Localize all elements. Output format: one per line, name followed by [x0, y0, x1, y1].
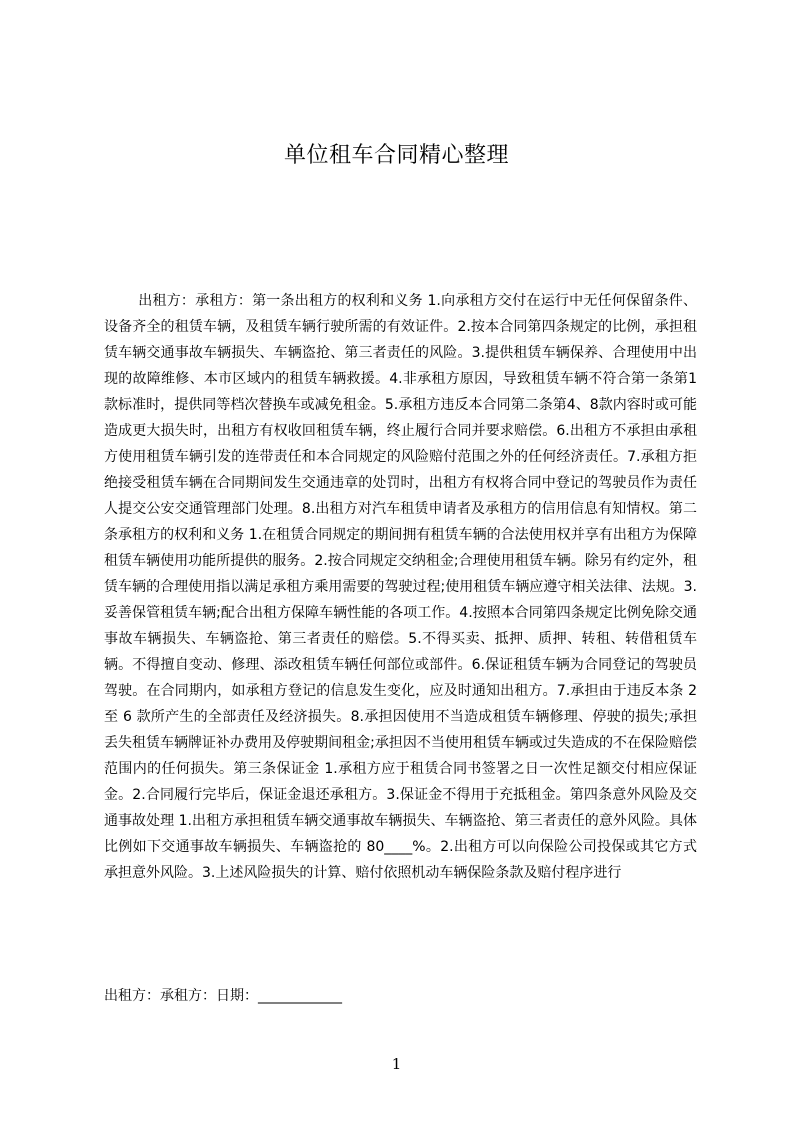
contract-body-text: 出租方：承租方：第一条出租方的权利和义务 1.向承租方交付在运行中无任何保留条件、设备齐全的租赁车辆，及租赁车辆行驶所需的有效证件。2.按本合同第四条规定的比例，承担租赁车辆交通事故车辆损失、车辆盗抢、第三者责任的风险。3.提供租赁车辆保养、合理使用中出现的故障维修、本市区域内的租赁车辆救援。4.非承租方原因，导致租赁车辆不符合第一条第1款标准时，提供同等档次替换车或减免租金。5.承租方违反本合同第二条第4、8款内容时或可能造成更大损失时，出租方有权收回租赁车辆，终止履行合同并要求赔偿。6.出租方不承担由承租方使用租赁车辆引发的连带责任和本合同规定的风险赔付范围之外的任何经济责任。7.承租方拒绝接受租赁车辆在合同期间发生交通违章的处罚时，出租方有权将合同中登记的驾驶员作为责任人提交公安交通管理部门处理。8.出租方对汽车租赁申请者及承租方的信用信息有知情权。第二条承租方的权利和义务 1.在租赁合同规定的期间拥有租赁车辆的合法使用权并享有出租方为保障租赁车辆使用功能所提供的服务。2.按合同规定交纳租金;合理使用租赁车辆。除另有约定外，租赁车辆的合理使用指以满足承租方乘用需要的驾驶过程;使用租赁车辆应遵守相关法律、法规。3.妥善保管租赁车辆;配合出租方保障车辆性能的各项工作。4.按照本合同第四条规定比例免除交通事故车辆损失、车辆盗抢、第三者责任的赔偿。5.不得买卖、抵押、质押、转租、转借租赁车辆。不得擅自变动、修理、添改租赁车辆任何部位或部件。6.保证租赁车辆为合同登记的驾驶员驾驶。在合同期内，如承租方登记的信息发生变化，应及时通知出租方。7.承担由于违反本条 2 至 6 款所产生的全部责任及经济损失。8.承担因使用不当造成租赁车辆修理、停驶的损失;承担丢失租赁车辆牌证补办费用及停驶期间租金;承担因不当使用租赁车辆或过失造成的不在保险赔偿范围内的任何损失。第三条保证金 1.承租方应于租赁合同书签署之日一次性足额交付相应保证金。2.合同履行完毕后，保证金退还承租方。3.保证金不得用于充抵租金。第四条意外风险及交通事故处理 1.出租方承担租赁车辆交通事故车辆损失、车辆盗抢、第三者责任的意外风险。具体比例如下交通事故车辆损失、车辆盗抢的 80____%。2.出租方可以向保险公司投保或其它方式承担意外风险。3.上述风险损失的计算、赔付依照机动车辆保险条款及赔付程序进行 — [104, 293, 697, 881]
document-title: 单位租车合同精心整理 — [283, 143, 509, 168]
contract-body — [104, 288, 697, 1018]
signature-line: 出租方：承租方：日期：____________ — [104, 988, 342, 1004]
page-number: 1 — [391, 1055, 402, 1073]
